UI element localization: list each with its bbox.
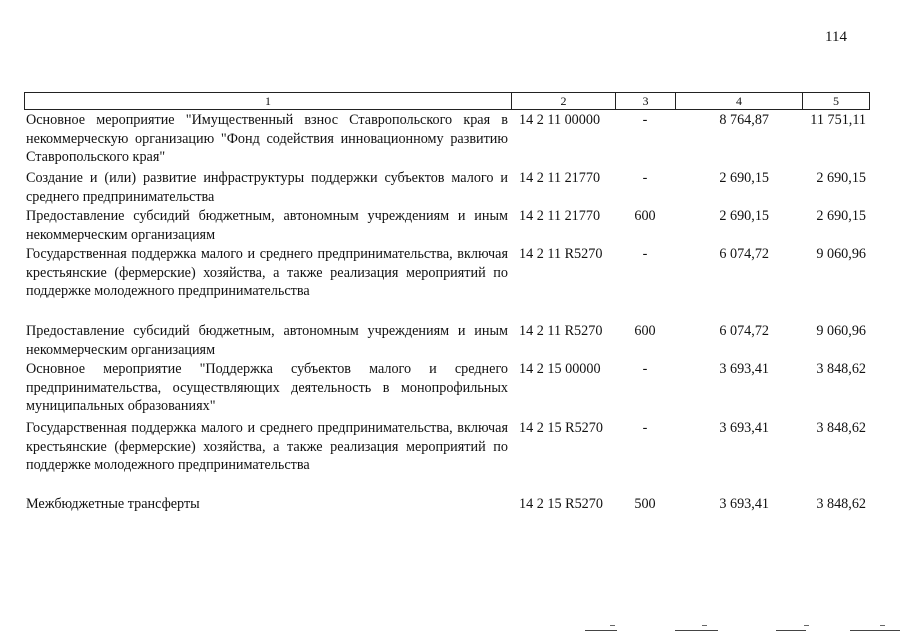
row-code: 14 2 11 R5270 [519, 323, 603, 339]
footer-rule [675, 630, 718, 631]
row-value-5: 9 060,96 [816, 323, 866, 339]
row-value-5: 2 690,15 [816, 170, 866, 186]
row-type: 600 [634, 208, 656, 224]
row-code: 14 2 15 R5270 [519, 420, 603, 436]
footer-tick [880, 625, 885, 626]
row-type: - [642, 420, 648, 436]
row-value-5: 3 848,62 [816, 361, 866, 377]
row-value-4: 3 693,41 [719, 420, 769, 436]
row-code: 14 2 11 00000 [519, 112, 601, 128]
row-description: Государственная поддержка малого и среднего предпринимательства, включая крестьянские (фермерские) хозяйства, а также реализация мероприятий по поддержке молодежного предпринимательства [26, 420, 508, 473]
row-code: 14 2 15 00000 [519, 361, 601, 377]
table-header [24, 92, 870, 110]
row-value-4: 2 690,15 [719, 170, 769, 186]
header-col-3: 3 [616, 93, 676, 109]
footer-rule [850, 630, 900, 631]
row-value-5: 3 848,62 [816, 420, 866, 436]
row-type: 600 [634, 323, 656, 339]
row-description: Основное мероприятие "Имущественный взнос Ставропольского края в некоммерческую организацию "Фонд содействия инновационному развитию Ставропольского края" [26, 112, 508, 165]
row-description: Создание и (или) развитие инфраструктуры поддержки субъектов малого и среднего предпринимательства [26, 170, 508, 205]
row-description: Межбюджетные трансферты [26, 496, 200, 512]
row-value-5: 2 690,15 [816, 208, 866, 224]
row-code: 14 2 11 R5270 [519, 246, 603, 262]
row-type: - [642, 246, 648, 262]
row-value-4: 6 074,72 [719, 246, 769, 262]
row-description: Предоставление субсидий бюджетным, автономным учреждениям и иным некоммерческим организациям [26, 323, 508, 358]
header-col-5: 5 [833, 94, 839, 108]
row-code: 14 2 15 R5270 [519, 496, 603, 512]
row-value-5: 3 848,62 [816, 496, 866, 512]
row-type: - [642, 112, 648, 128]
row-description: Предоставление субсидий бюджетным, автономным учреждениям и иным некоммерческим организациям [26, 208, 508, 243]
header-col-2: 2 [512, 93, 616, 109]
row-type: - [642, 361, 648, 377]
row-description: Государственная поддержка малого и среднего предпринимательства, включая крестьянские (фермерские) хозяйства, а также реализация мероприятий по поддержке молодежного предпринимательства [26, 246, 508, 299]
footer-tick [702, 625, 707, 626]
footer-tick [804, 625, 809, 626]
row-value-4: 3 693,41 [719, 496, 769, 512]
row-value-4: 2 690,15 [719, 208, 769, 224]
row-type: 500 [634, 496, 656, 512]
row-value-4: 8 764,87 [719, 112, 769, 128]
row-description: Основное мероприятие "Поддержка субъектов малого и среднего предпринимательства, осуществляющих деятельность в монопрофильных муниципальных образованиях" [26, 361, 508, 414]
header-col-4: 4 [676, 93, 803, 109]
row-value-4: 3 693,41 [719, 361, 769, 377]
row-code: 14 2 11 21770 [519, 208, 601, 224]
footer-rule [776, 630, 806, 631]
row-value-5: 11 751,11 [810, 112, 866, 128]
footer-rule [585, 630, 617, 631]
row-value-5: 9 060,96 [816, 246, 866, 262]
footer-tick [610, 625, 615, 626]
row-value-4: 6 074,72 [719, 323, 769, 339]
page-number: 114 [825, 29, 847, 45]
row-code: 14 2 11 21770 [519, 170, 601, 186]
header-col-1: 1 [25, 93, 512, 109]
row-type: - [642, 170, 648, 186]
